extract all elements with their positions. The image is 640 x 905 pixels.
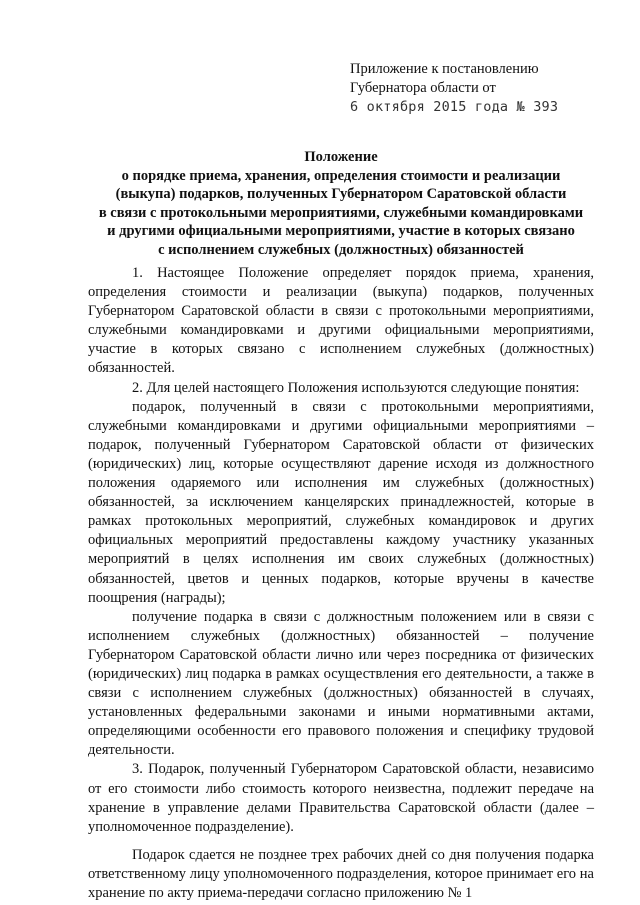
paragraph-6: Подарок сдается не позднее трех рабочих дней со дня получения подарка ответственному лицу уполномоченного подразделения, которое принимает его на хранение по акту приема-передачи согласно приложению № 1 xyxy=(88,846,594,901)
title-line-2: о порядке приема, хранения, определения стоимости и реализации xyxy=(121,167,561,184)
paragraph-4: получение подарка в связи с должностным положением или в связи с исполнением служебных (должностных) обязанностей – получение Губернатором Саратовской области лично или через посредника от физических (юридических) лиц подарка в рамках осуществления его деятельности, а также в связи с исполнением служебных (должностных) обязанностей в случаях, установленных федеральными законами и иными нормативными актами, определяющими особенности его правового положения и специфику трудовой деятельности. xyxy=(88,608,594,759)
title-line-5: и другими официальными мероприятиями, участие в которых связано xyxy=(107,223,575,240)
appendix-line-1: Приложение к постановлению xyxy=(350,61,539,77)
paragraph-2: 2. Для целей настоящего Положения используются следующие понятия: xyxy=(132,379,580,396)
document-body xyxy=(88,264,594,903)
title-line-4: в связи с протокольными мероприятиями, служебными командировками xyxy=(98,204,584,221)
appendix-date-stamp: 6 октября 2015 года № 393 xyxy=(350,99,559,115)
title-line-1: Положение xyxy=(304,149,378,165)
title-line-6: с исполнением служебных (должностных) обязанностей xyxy=(158,241,524,258)
paragraph-3: подарок, полученный в связи с протокольными мероприятиями, служебными командировками и другими официальными мероприятиями – подарок, полученный Губернатором Саратовской области от физических (юридических) лиц, которые осуществляют дарение исходя из должностного положения одаряемого или исполнения им служебных (должностных) обязанностей, за исключением канцелярских принадлежностей, которые в рамках протокольных мероприятий, служебных командировок и других официальных мероприятий предоставлены каждому участнику указанных мероприятий в целях исполнения им своих служебных (должностных) обязанностей, цветов и ценных подарков, которые вручены в качестве поощрения (награды); xyxy=(88,398,594,606)
document-title xyxy=(88,148,594,260)
paragraph-5: 3. Подарок, полученный Губернатором Саратовской области, независимо от его стоимости либо стоимость которого неизвестна, подлежит передаче на хранение в управление делами Правительства Саратовской области (далее – уполномоченное подразделение). xyxy=(88,761,594,835)
title-line-3: (выкупа) подарков, полученных Губернатором Саратовской области xyxy=(115,186,567,203)
paragraph-1: 1. Настоящее Положение определяет порядок приема, хранения, определения стоимости и реализации (выкупа) подарков, полученных Губернатором Саратовской области в связи с протокольными мероприятиями, служебными командировками и другими официальными мероприятиями, участие в которых связано с исполнением служебных (должностных) обязанностей. xyxy=(88,265,594,377)
appendix-header xyxy=(350,60,558,117)
appendix-line-2: Губернатора области от xyxy=(350,80,496,96)
